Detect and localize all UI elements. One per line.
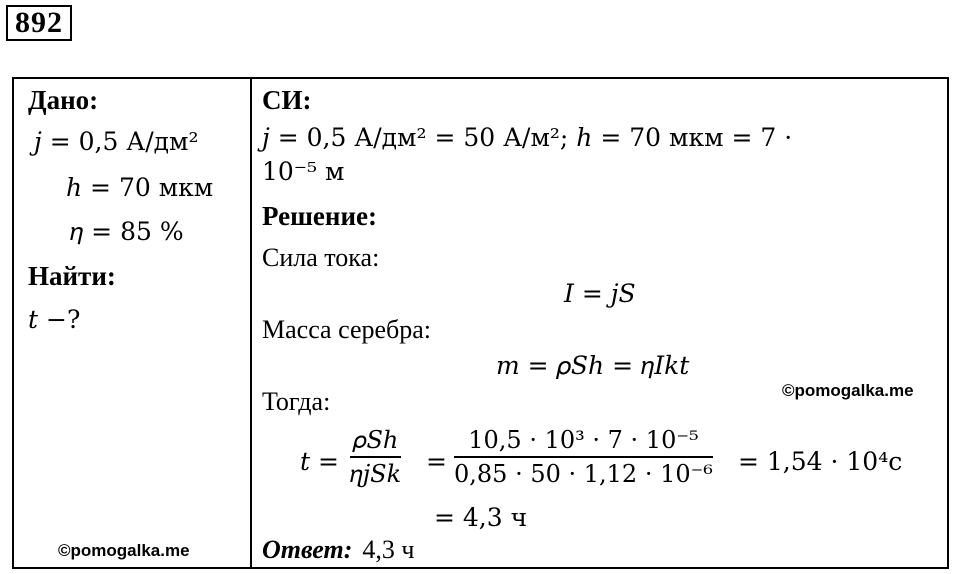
given-thickness: ℎ = 70 мкм (66, 173, 214, 202)
si-line-1: 𝑗 = 0,5 А/дм² = 50 А/м²; ℎ = 70 мкм = 7 · (262, 123, 793, 152)
mass-label: Масса серебра: (262, 315, 432, 344)
result-seconds: = 1,54 · 10⁴с (738, 447, 903, 476)
fraction-symbolic-denominator: 𝜂𝑗𝑆𝑘 (350, 460, 402, 488)
then-label: Тогда: (262, 387, 331, 416)
find-value: 𝑡 −? (28, 305, 81, 334)
solution-table (12, 77, 949, 569)
answer (262, 535, 414, 565)
formula-current: 𝐼 = 𝑗𝑆 (564, 279, 636, 308)
solution-heading: Решение: (262, 201, 377, 231)
watermark-right: ©pomogalka.me (782, 381, 914, 400)
fraction-numeric-numerator: 10,5 · 10³ · 7 · 10⁻⁵ (468, 426, 699, 454)
fraction-numeric (454, 425, 713, 489)
fraction-symbolic-numerator: 𝜌𝑆ℎ (352, 426, 399, 454)
fraction-symbolic (350, 425, 401, 489)
answer-value: 4,3 ч (362, 535, 415, 564)
problem-number: 892 (6, 5, 72, 41)
watermark-left: ©pomogalka.me (58, 541, 190, 560)
given-efficiency: 𝜂 = 85 % (70, 217, 184, 246)
column-divider (250, 79, 252, 567)
answer-label: Ответ: (262, 535, 353, 564)
current-label: Сила тока: (262, 243, 380, 272)
result-hours: = 4,3 ч (434, 503, 528, 532)
si-heading: СИ: (262, 85, 312, 115)
given-current-density: 𝑗 = 0,5 А/дм² (34, 127, 199, 156)
si-line-2: 10⁻⁵ м (262, 157, 345, 186)
fraction-numeric-bar (454, 456, 713, 458)
fraction-numeric-denominator: 0,85 · 50 · 1,12 · 10⁻⁶ (454, 460, 713, 488)
t-equals: 𝑡 = (300, 447, 339, 476)
fraction-symbolic-bar (350, 456, 401, 458)
given-heading: Дано: (28, 85, 99, 115)
formula-mass: 𝑚 = 𝜌𝑆ℎ = 𝜂𝐼𝑘𝑡 (496, 351, 690, 380)
equals-sign: = (426, 447, 447, 476)
find-heading: Найти: (28, 261, 116, 291)
